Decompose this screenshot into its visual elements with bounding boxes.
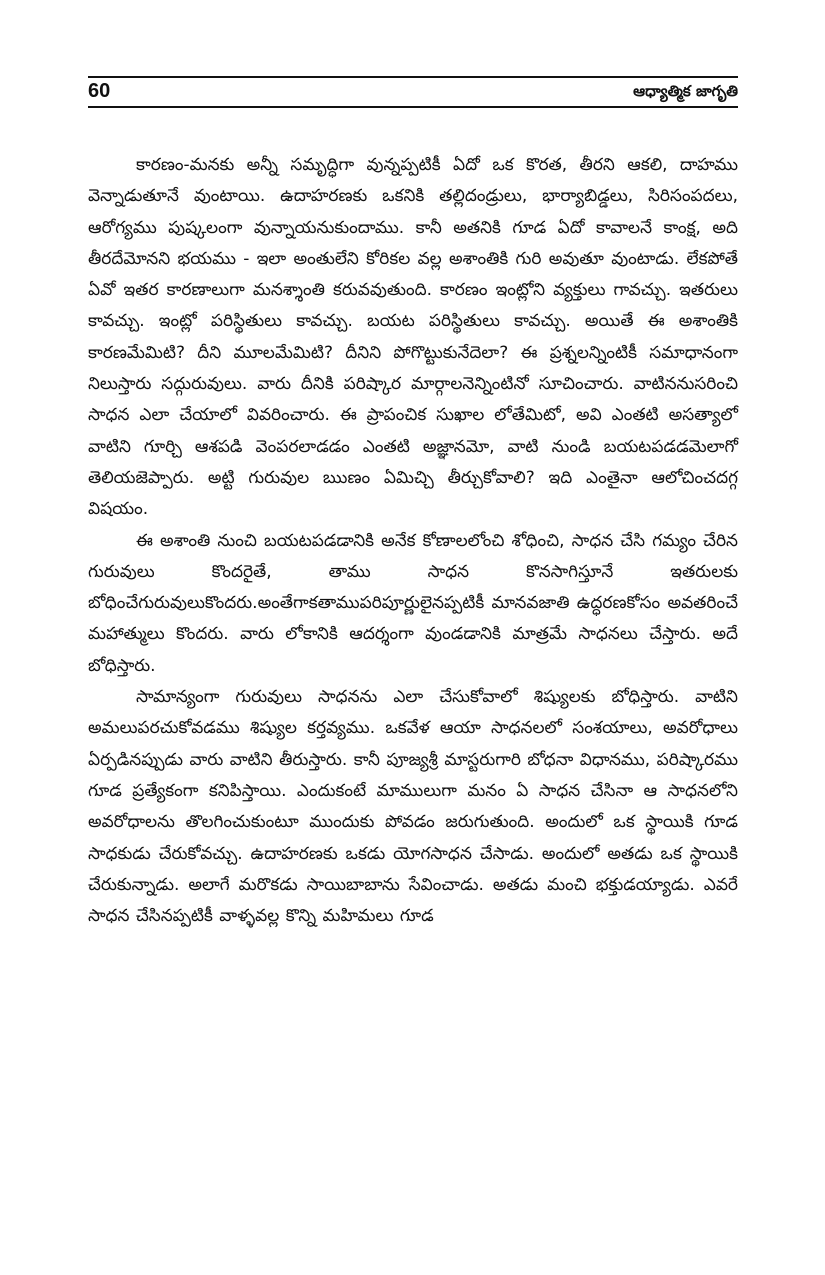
paragraph-1: కారణం-మనకు అన్నీ సమృద్ధిగా వున్నప్పటికీ ఏదో ఒక కొరత, తీరని ఆకలి, దాహము వెన్నాడుతూనే వుంటాయి. ఉదాహరణకు ఒకనికి తల్లిదండ్రులు, భార్యాబిడ్డలు, సిరిసంపదలు, ఆరోగ్యము పుష్కలంగా వున్నాయనుకుందాము. కానీ అతనికి గూడ ఏదో కావాలనే కాంక్ష, అది తీరదేమోనని భయము - ఇలా అంతులేని కోరికల వల్ల అశాంతికి గురి అవుతూ వుంటాడు. లేకపోతే ఏవో ఇతర కారణాలుగా మనశ్శాంతి కరువవుతుంది. కారణం ఇంట్లోని వ్యక్తులు గావచ్చు. ఇతరులు కావచ్చు. ఇంట్లో పరిస్థితులు కావచ్చు. బయట పరిస్థితులు కావచ్చు. అయితే ఈ అశాంతికి కారణమేమిటి? దీని మూలమేమిటి? దీనిని పోగొట్టుకునేదెలా? ఈ ప్రశ్నలన్నింటికీ సమాధానంగా నిలుస్తారు సద్గురువులు. వారు దీనికి పరిష్కార మార్గాలనెన్నింటినో సూచించారు. వాటిననుసరించి సాధన ఎలా చేయాలో వివరించారు. ఈ ప్రాపంచిక సుఖాల లోతేమిటో, అవి ఎంతటి అసత్యాలో వాటిని గూర్చి ఆశపడి వెంపరలాడడం ఎంతటి అజ్ఞానమో, వాటి నుండి బయటపడడమెలాగో తెలియజెప్పారు. అట్టి గురువుల ఋణం ఏమిచ్చి తీర్చుకోవాలి? ఇది ఎంతైనా ఆలోచించదగ్గ విషయం.: [88, 155, 738, 520]
header-top-rule: [88, 76, 738, 78]
header-bottom-rule: [88, 106, 738, 108]
paragraph-3: సామాన్యంగా గురువులు సాధనను ఎలా చేసుకోవాలో శిష్యులకు బోధిస్తారు. వాటిని అమలుపరచుకోవడము శిష్యుల కర్తవ్యము. ఒకవేళ ఆయా సాధనలలో సంశయాలు, అవరోధాలు ఏర్పడినప్పుడు వారు వాటిని తీరుస్తారు. కానీ పూజ్యశ్రీ మాస్టరుగారి బోధనా విధానము, పరిష్కారము గూడ ప్రత్యేకంగా కనిపిస్తాయి. ఎందుకంటే మాములుగా మనం ఏ సాధన చేసినా ఆ సాధనలోని అవరోధాలను తొలగించుకుంటూ ముందుకు పోవడం జరుగుతుంది. అందులో ఒక స్థాయికి గూడ సాధకుడు చేరుకోవచ్చు. ఉదాహరణకు ఒకడు యోగసాధన చేసాడు. అందులో అతడు ఒక స్థాయికి చేరుకున్నాడు. అలాగే మరొకడు సాయిబాబాను సేవించాడు. అతడు మంచి భక్తుడయ్యాడు. ఎవరే సాధన చేసినప్పటికీ వాళ్ళవల్ల కొన్ని మహిమలు గూడ: [88, 687, 738, 927]
paragraph-2: ఈ అశాంతి నుంచి బయటపడడానికి అనేక కోణాలలోంచి శోధించి, సాధన చేసి గమ్యం చేరిన గురువులు కొందరైతే, తాము సాధన కొనసాగిస్తూనే ఇతరులకు బోధించేగురువులుకొందరు.అంతేగాకతాముపరిపూర్ణులైనప్పటికీ మానవజాతి ఉద్ధరణకోసం అవతరించే మహాత్ములు కొందరు. వారు లోకానికి ఆదర్శంగా వుండడానికి మాత్రమే సాధనలు చేస్తారు. అదే బోధిస్తారు.: [88, 530, 738, 676]
page-number: 60: [88, 80, 111, 102]
page-header: [88, 76, 738, 106]
body-text: [88, 150, 738, 932]
running-title: ఆధ్యాత్మిక జాగృతి: [633, 82, 738, 100]
